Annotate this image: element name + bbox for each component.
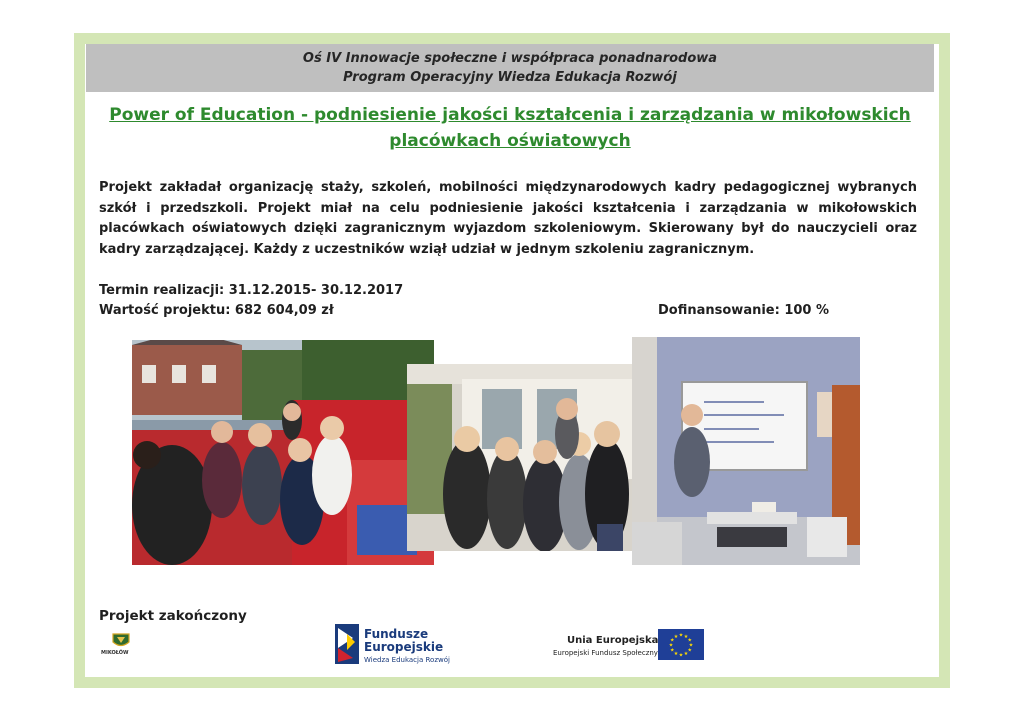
- fe-logo-text: [364, 628, 443, 654]
- eu-star-icon: ★: [687, 647, 692, 654]
- eu-star-icon: ★: [683, 651, 689, 658]
- photo-classroom: [632, 337, 860, 565]
- eu-star-icon: ★: [678, 652, 684, 659]
- efs-label: Europejski Fundusz Społeczny: [553, 649, 658, 657]
- project-status: Projekt zakończony: [99, 608, 247, 624]
- mikolow-label: MIKOŁÓW: [101, 650, 129, 656]
- eu-star-icon: ★: [670, 647, 675, 654]
- eu-star-icon: ★: [683, 633, 689, 640]
- project-description: Projekt zakładał organizację staży, szkoleń, mobilności międzynarodowych kadry pedagogicznej wybranych szkół i przedszkoli. Projekt miał na celu podniesienie jakości kształcenia i zarządzania w mikołowskich placówkach oświatowych dzięki zagranicznym wyjazdom szkoleniowym. Skierowany był do nauczycieli oraz kadry zarządzającej. Każdy z uczestników wziął udział w jednym szkoleniu zagranicznym.: [99, 180, 917, 257]
- photo-group: [407, 364, 657, 551]
- title-line-2: placówkach oświatowych: [389, 131, 631, 151]
- funding-text: Dofinansowanie: 100 %: [658, 303, 830, 318]
- project-title: [100, 102, 920, 154]
- header-line-2: Program Operacyjny Wiedza Edukacja Rozwój: [343, 70, 677, 85]
- fundusze-europejskie-icon: [335, 624, 361, 668]
- eu-star-icon: ★: [668, 642, 674, 649]
- fe-line-1: Fundusze: [364, 627, 429, 641]
- eu-star-icon: ★: [673, 633, 679, 640]
- ue-label: Unia Europejska: [567, 635, 659, 646]
- mikolow-crest-icon: [104, 632, 138, 662]
- eu-star-icon: ★: [687, 637, 692, 644]
- eu-star-icon: ★: [673, 651, 679, 658]
- eu-star-icon: ★: [688, 642, 694, 649]
- header-line-1: Oś IV Innowacje społeczne i współpraca ponadnarodowa: [302, 51, 718, 66]
- title-line-1: Power of Education - podniesienie jakości kształcenia i zarządzania w mikołowskich: [109, 105, 911, 125]
- term-text: Termin realizacji: 31.12.2015- 30.12.2017: [99, 283, 404, 298]
- eu-star-icon: ★: [670, 637, 675, 644]
- photo-bus-trip: [132, 340, 434, 565]
- fe-subtitle: Wiedza Edukacja Rozwój: [364, 656, 450, 664]
- eu-star-icon: ★: [678, 632, 684, 639]
- eu-flag-icon: [658, 629, 704, 660]
- header-band: [86, 44, 934, 92]
- value-text: Wartość projektu: 682 604,09 zł: [99, 303, 334, 318]
- fe-line-2: Europejskie: [364, 640, 444, 654]
